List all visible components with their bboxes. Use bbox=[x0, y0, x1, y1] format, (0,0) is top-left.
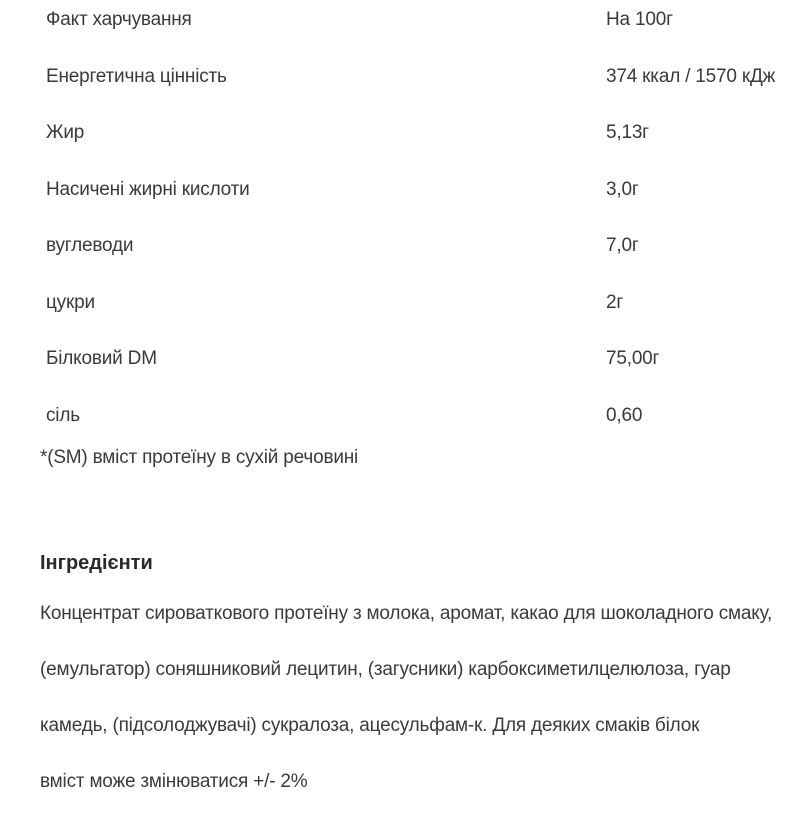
nutrition-row-fat bbox=[0, 113, 800, 170]
nutrition-label: Жир bbox=[46, 122, 85, 143]
nutrition-row-carbohydrates bbox=[0, 226, 800, 283]
nutrition-label: Білковий DM bbox=[46, 348, 157, 369]
nutrition-row-header bbox=[0, 0, 800, 57]
nutrition-footnote: *(SM) вміст протеїну в сухій речовині bbox=[40, 447, 359, 468]
ingredients-heading: Інгредієнти bbox=[40, 552, 153, 574]
ingredients-line: камедь, (підсолоджувачі) сукралоза, ацесульфам-к. Для деяких смаків білок bbox=[40, 715, 700, 736]
nutrition-value: 3,0г bbox=[606, 178, 639, 200]
nutrition-label: Факт харчування bbox=[46, 9, 192, 30]
nutrition-value: 75,00г bbox=[606, 348, 660, 369]
nutrition-value: 374 ккал / 1570 кДж bbox=[606, 65, 776, 87]
nutrition-value: На 100г bbox=[606, 9, 673, 30]
ingredients-line: (емульгатор) соняшниковий лецитин, (загусники) карбоксиметилцелюлоза, гуар bbox=[40, 659, 731, 680]
nutrition-label: Енергетична цінність bbox=[46, 65, 227, 87]
nutrition-row-protein bbox=[0, 339, 800, 396]
ingredients-line: Концентрат сироваткового протеїну з молока, аромат, какао для шоколадного смаку, bbox=[40, 603, 773, 624]
nutrition-label: цукри bbox=[46, 291, 95, 313]
ingredients-line: вміст може змінюватися +/- 2% bbox=[40, 771, 308, 792]
nutrition-value: 2г bbox=[606, 291, 624, 313]
nutrition-value: 7,0г bbox=[606, 235, 639, 256]
nutrition-row-sugars bbox=[0, 283, 800, 340]
nutrition-value: 0,60 bbox=[606, 404, 643, 426]
nutrition-label: вуглеводи bbox=[46, 235, 134, 256]
nutrition-row-energy bbox=[0, 57, 800, 114]
nutrition-row-saturated-fat bbox=[0, 170, 800, 227]
nutrition-label: сіль bbox=[46, 404, 80, 426]
nutrition-value: 5,13г bbox=[606, 122, 649, 143]
ingredients-text bbox=[40, 600, 780, 824]
nutrition-label: Насичені жирні кислоти bbox=[46, 178, 250, 200]
